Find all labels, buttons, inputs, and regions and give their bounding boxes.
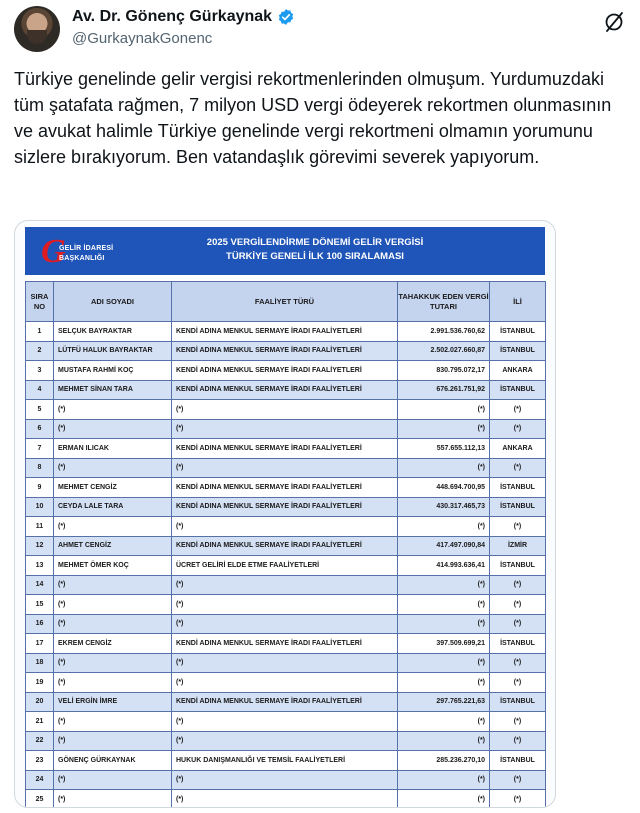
amount-cell: (*) — [398, 790, 490, 809]
city-cell: İSTANBUL — [490, 634, 546, 654]
table-row — [26, 380, 546, 400]
activity-cell: KENDİ ADINA MENKUL SERMAYE İRADI FAALİYETLERİ — [172, 634, 398, 654]
amount-cell: 448.694.700,95 — [398, 478, 490, 498]
amount-cell: 285.236.270,10 — [398, 751, 490, 771]
city-cell: (*) — [490, 673, 546, 693]
amount-cell: 676.261.751,92 — [398, 380, 490, 400]
tax-ranking-document — [25, 227, 545, 808]
amount-cell: 430.317.465,73 — [398, 497, 490, 517]
city-cell: İSTANBUL — [490, 478, 546, 498]
amount-cell: (*) — [398, 653, 490, 673]
rank-no-cell: 19 — [26, 673, 54, 693]
table-row — [26, 653, 546, 673]
ranking-table-body — [26, 322, 546, 809]
name-cell: MUSTAFA RAHMİ KOÇ — [54, 361, 172, 381]
logo-line-2: BAŞKANLIĞI — [59, 255, 105, 262]
activity-cell: KENDİ ADINA MENKUL SERMAYE İRADI FAALİYETLERİ — [172, 692, 398, 712]
name-cell: MEHMET ÖMER KOÇ — [54, 556, 172, 576]
rank-no-cell: 16 — [26, 614, 54, 634]
rank-no-cell: 14 — [26, 575, 54, 595]
amount-cell: (*) — [398, 770, 490, 790]
rank-no-cell: 5 — [26, 400, 54, 420]
rank-no-cell: 2 — [26, 341, 54, 361]
table-row — [26, 731, 546, 751]
table-row — [26, 361, 546, 381]
city-cell: (*) — [490, 575, 546, 595]
user-handle[interactable]: @GurkaynakGonenc — [72, 30, 213, 47]
city-cell: İSTANBUL — [490, 380, 546, 400]
activity-cell: KENDİ ADINA MENKUL SERMAYE İRADI FAALİYETLERİ — [172, 478, 398, 498]
city-cell: (*) — [490, 400, 546, 420]
amount-cell: (*) — [398, 517, 490, 537]
city-cell: (*) — [490, 614, 546, 634]
activity-cell: (*) — [172, 673, 398, 693]
rank-no-cell: 17 — [26, 634, 54, 654]
table-row — [26, 614, 546, 634]
amount-cell: (*) — [398, 731, 490, 751]
amount-cell: (*) — [398, 458, 490, 478]
name-cell: VELİ ERGİN İMRE — [54, 692, 172, 712]
header-amount: TAHAKKUK EDEN VERGİ TUTARI — [398, 282, 490, 322]
name-cell: (*) — [54, 673, 172, 693]
verified-badge-icon — [277, 8, 295, 26]
activity-cell: (*) — [172, 790, 398, 809]
activity-cell: ÜCRET GELİRİ ELDE ETME FAALİYETLERİ — [172, 556, 398, 576]
table-row — [26, 751, 546, 771]
name-cell: (*) — [54, 575, 172, 595]
amount-cell: (*) — [398, 595, 490, 615]
name-cell: (*) — [54, 419, 172, 439]
rank-no-cell: 22 — [26, 731, 54, 751]
document-title — [135, 236, 495, 264]
gib-logo — [41, 235, 121, 269]
rank-no-cell: 21 — [26, 712, 54, 732]
document-header — [25, 227, 545, 275]
table-row — [26, 419, 546, 439]
city-cell: İSTANBUL — [490, 322, 546, 342]
header-name: ADI SOYADI — [54, 282, 172, 322]
city-cell: (*) — [490, 517, 546, 537]
activity-cell: KENDİ ADINA MENKUL SERMAYE İRADI FAALİYETLERİ — [172, 536, 398, 556]
amount-cell: (*) — [398, 400, 490, 420]
city-cell: (*) — [490, 770, 546, 790]
header-no: SIRA NO — [26, 282, 54, 322]
activity-cell: (*) — [172, 419, 398, 439]
table-row — [26, 478, 546, 498]
name-cell: EKREM CENGİZ — [54, 634, 172, 654]
city-cell: ANKARA — [490, 439, 546, 459]
activity-cell: KENDİ ADINA MENKUL SERMAYE İRADI FAALİYETLERİ — [172, 497, 398, 517]
city-cell: (*) — [490, 419, 546, 439]
city-cell: İSTANBUL — [490, 556, 546, 576]
city-cell: ANKARA — [490, 361, 546, 381]
name-cell: CEYDA LALE TARA — [54, 497, 172, 517]
amount-cell: (*) — [398, 419, 490, 439]
name-cell: (*) — [54, 731, 172, 751]
table-row — [26, 595, 546, 615]
name-cell: ERMAN ILICAK — [54, 439, 172, 459]
name-cell: (*) — [54, 614, 172, 634]
activity-cell: (*) — [172, 731, 398, 751]
amount-cell: 417.497.090,84 — [398, 536, 490, 556]
activity-cell: KENDİ ADINA MENKUL SERMAYE İRADI FAALİYETLERİ — [172, 361, 398, 381]
name-cell: (*) — [54, 458, 172, 478]
table-row — [26, 556, 546, 576]
table-row — [26, 439, 546, 459]
tweet-media-image[interactable] — [14, 220, 556, 808]
name-row — [72, 8, 295, 26]
activity-cell: KENDİ ADINA MENKUL SERMAYE İRADI FAALİYETLERİ — [172, 380, 398, 400]
name-cell: GÖNENÇ GÜRKAYNAK — [54, 751, 172, 771]
header-activity: FAALİYET TÜRÜ — [172, 282, 398, 322]
rank-no-cell: 20 — [26, 692, 54, 712]
table-row — [26, 770, 546, 790]
activity-cell: (*) — [172, 595, 398, 615]
name-cell: (*) — [54, 790, 172, 809]
city-cell: (*) — [490, 712, 546, 732]
rank-no-cell: 13 — [26, 556, 54, 576]
table-row — [26, 517, 546, 537]
table-row — [26, 634, 546, 654]
tweet-header — [14, 6, 626, 54]
city-cell: İSTANBUL — [490, 751, 546, 771]
city-cell: İSTANBUL — [490, 341, 546, 361]
table-row — [26, 575, 546, 595]
rank-no-cell: 24 — [26, 770, 54, 790]
table-row — [26, 790, 546, 809]
rank-no-cell: 23 — [26, 751, 54, 771]
activity-cell: (*) — [172, 575, 398, 595]
amount-cell: (*) — [398, 614, 490, 634]
table-row — [26, 400, 546, 420]
name-cell: SELÇUK BAYRAKTAR — [54, 322, 172, 342]
amount-cell: (*) — [398, 712, 490, 732]
rank-no-cell: 11 — [26, 517, 54, 537]
name-cell: AHMET CENGİZ — [54, 536, 172, 556]
document-title-line-1: 2025 VERGİLENDİRME DÖNEMİ GELİR VERGİSİ — [206, 237, 424, 248]
activity-cell: (*) — [172, 517, 398, 537]
rank-no-cell: 4 — [26, 380, 54, 400]
activity-cell: (*) — [172, 400, 398, 420]
display-name[interactable]: Av. Dr. Gönenç Gürkaynak — [72, 8, 273, 25]
amount-cell: 557.655.112,13 — [398, 439, 490, 459]
city-cell: İSTANBUL — [490, 497, 546, 517]
avatar-beard — [27, 30, 47, 44]
city-cell: (*) — [490, 595, 546, 615]
activity-cell: KENDİ ADINA MENKUL SERMAYE İRADI FAALİYETLERİ — [172, 341, 398, 361]
rank-no-cell: 8 — [26, 458, 54, 478]
city-cell: (*) — [490, 458, 546, 478]
name-cell: (*) — [54, 770, 172, 790]
activity-cell: (*) — [172, 712, 398, 732]
table-row — [26, 712, 546, 732]
table-row — [26, 692, 546, 712]
name-cell: (*) — [54, 712, 172, 732]
city-cell: İSTANBUL — [490, 692, 546, 712]
name-cell: (*) — [54, 517, 172, 537]
logo-line-1: GELİR İDARESİ — [59, 245, 114, 252]
rank-no-cell: 1 — [26, 322, 54, 342]
avatar[interactable] — [14, 6, 60, 52]
rank-no-cell: 9 — [26, 478, 54, 498]
city-cell: (*) — [490, 653, 546, 673]
amount-cell: 2.991.536.760,62 — [398, 322, 490, 342]
amount-cell: 397.509.699,21 — [398, 634, 490, 654]
rank-no-cell: 10 — [26, 497, 54, 517]
ranking-table — [25, 281, 546, 808]
rank-no-cell: 18 — [26, 653, 54, 673]
rank-no-cell: 3 — [26, 361, 54, 381]
table-row — [26, 322, 546, 342]
amount-cell: 2.502.027.660,87 — [398, 341, 490, 361]
gib-logo-mark: G — [41, 233, 66, 270]
activity-cell: KENDİ ADINA MENKUL SERMAYE İRADI FAALİYETLERİ — [172, 439, 398, 459]
rank-no-cell: 6 — [26, 419, 54, 439]
activity-cell: (*) — [172, 770, 398, 790]
rank-no-cell: 7 — [26, 439, 54, 459]
activity-cell: KENDİ ADINA MENKUL SERMAYE İRADI FAALİYETLERİ — [172, 322, 398, 342]
amount-cell: 297.765.221,63 — [398, 692, 490, 712]
amount-cell: 414.993.636,41 — [398, 556, 490, 576]
activity-cell: (*) — [172, 614, 398, 634]
table-row — [26, 536, 546, 556]
table-header-row — [26, 282, 546, 322]
table-row — [26, 458, 546, 478]
name-cell: MEHMET SİNAN TARA — [54, 380, 172, 400]
city-cell: (*) — [490, 790, 546, 809]
table-row — [26, 341, 546, 361]
grok-icon[interactable] — [602, 10, 626, 34]
tweet-text: Türkiye genelinde gelir vergisi rekortmenlerinden olmuşum. Yurdumuzdaki tüm şatafata rağmen, 7 milyon USD vergi ödeyerek rekortmen olunmasının ve avukat halimle Türkiye genelinde vergi rekortmeni olmamın yorumunu sizlere bırakıyorum. Ben vatandaşlık görevimi severek yapıyorum. — [14, 69, 612, 167]
amount-cell: 830.795.072,17 — [398, 361, 490, 381]
activity-cell: (*) — [172, 653, 398, 673]
city-cell: (*) — [490, 731, 546, 751]
name-cell: (*) — [54, 595, 172, 615]
city-cell: İZMİR — [490, 536, 546, 556]
rank-no-cell: 25 — [26, 790, 54, 809]
name-cell: LÜTFÜ HALUK BAYRAKTAR — [54, 341, 172, 361]
rank-no-cell: 15 — [26, 595, 54, 615]
name-cell: (*) — [54, 653, 172, 673]
name-cell: (*) — [54, 400, 172, 420]
rank-no-cell: 12 — [26, 536, 54, 556]
table-row — [26, 497, 546, 517]
amount-cell: (*) — [398, 575, 490, 595]
document-title-line-2: TÜRKİYE GENELİ İLK 100 SIRALAMASI — [226, 251, 404, 262]
activity-cell: HUKUK DANIŞMANLIĞI VE TEMSİL FAALİYETLERİ — [172, 751, 398, 771]
table-row — [26, 673, 546, 693]
activity-cell: (*) — [172, 458, 398, 478]
header-city: İLİ — [490, 282, 546, 322]
amount-cell: (*) — [398, 673, 490, 693]
name-cell: MEHMET CENGİZ — [54, 478, 172, 498]
